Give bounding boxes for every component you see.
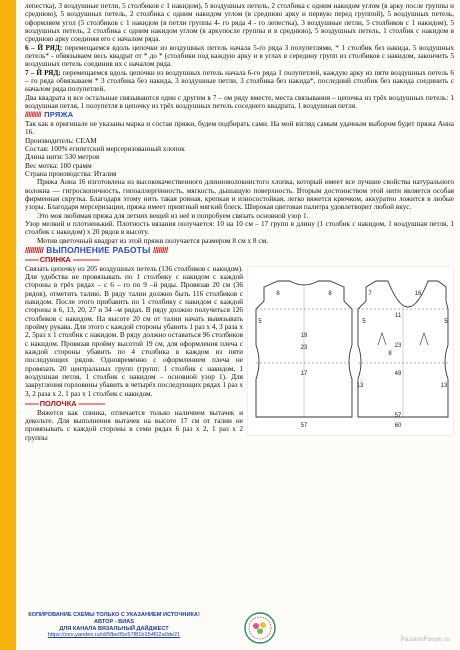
channel-line: ДЛЯ КАНАЛА ВЯЗАЛЬНЫЙ ДАЙДЖЕСТ: [59, 625, 169, 632]
pattern-label: 49: [394, 370, 402, 377]
pattern-label: 23: [394, 342, 402, 349]
pattern-svg: [248, 267, 453, 435]
yarn-note: Так как в оригинале не указаны марка и состав пряжи, будем подбирать сами. На мой взгляд самым удачным выбором будет пряжа Анна 16.: [25, 119, 454, 137]
pattern-label: 16: [414, 290, 422, 297]
author-line: АВТОР - ВИАS: [93, 618, 135, 625]
pattern-label: 5: [258, 318, 262, 325]
front-dart-left: [378, 333, 386, 345]
yarn-country: Страна производства: Италия: [25, 169, 117, 178]
yarn-length: Длина нити: 530 метров: [25, 153, 100, 162]
intro-paragraph: лепестка), 3 воздушные петли, 5 столбиков с 1 накидом), 5 воздушных петель, 2 столбика с одним накидом углом (в арку после группы и среднюю), 5 воздушных петель, 2 столбика с одним накидом углом (в среднюю арку и первую перед группой), 5 воздушных петель, оформляем угол (5 столбиков с 1 накидом (в петли группы 4- го ряда 4 - го лепестка), 3 воздушные петли, 5 столбиков с 1 накидом), 5 воздушных петель, 2 столбика с одним накидом углом (в аркупосле группы и в среднюю), 5 воздушных петель, 1 столбик с накидом в среднюю арку соединяя его с началом ряда.: [25, 2, 454, 44]
pattern-label: 60: [394, 422, 402, 429]
pattern-label: 5: [362, 318, 366, 325]
yarn-description: Пряжа Анна 16 изготовлена из высококачественного длинноволокнистого хлопка, который имеет все лучшие свойства натурального волокна — гигроскопичность, гипоаллергенность, мягкость, дышащую поверхность. Вторым достоинством этой нити является особая фирменная скрутка. Благодаря этому нить такая ровная, крепкая и износостойкая, легко вяжется крючком, аккуратно ложится в любые узоры. Благодаря мерсеризации, пряжа имеет приятный мягкий блеск. Широкая цветовая палитра удовлетворит любой вкус.: [25, 178, 454, 212]
yarn-composition: Состав: 100% египетский мерсеризованный хлопок: [25, 144, 185, 153]
back-instructions: Связать цепочку из 205 воздушных петель (136 столбиков с накидом). Для удобства не провязывать по 1 столбику с накидом с каждой стороны в трёх рядах – с 6 – го по 9 –й ряды. Провязав 20 см (36 рядов), отметить талию. В ряду талии должно быть 116 столбиков с накидом. После этого прибавить по 1 столбику с накидом с каждой стороны в 6, 13, 20, 27 и 34 –м рядах. В ряду должно получиться 126 столбиков с накидом. На высоте 20 см от талии начать вывязывать пройму рукава. Для этого с каждой стороны убавить 1 раз х 4, 3 раза х 2, 5раз х 1 столбик с накидом. В ряду должно оставаться 96 столбиков с накидом. Провязав пройму высотой 19 см, для оформления плеча с каждой стороны убавить по 4 столбика в каждом из пяти последующих рядов. Одновременно с оформлением плеча не провязать 20 центральных групп (групп: 1 столбик с накидом, 1 воздушная петля, 1 столбик с накидом – основной узор 1). Для закругления горловины убавить в четырёх последующих рядах 1 раз х 3, 2 раза х 2, 1 раз х 1 столбик с накидом.: [25, 264, 243, 398]
yarn-motif: Мотив цветочный квадрат из этой пряжи получается размером 8 см х 8 см.: [37, 236, 268, 245]
yarn-producer: Производитель: СЕАМ: [25, 136, 97, 145]
front-dart-right: [420, 333, 428, 345]
front-heading-text: ПОЛОЧКА: [39, 399, 77, 409]
footer-credits: [14, 612, 214, 639]
work-heading-text: ВЫПОЛНЕНИЕ РАБОТЫ: [46, 244, 151, 255]
back-heading-dash: ═══: [25, 255, 38, 265]
pattern-label: 13: [440, 382, 448, 389]
yarn-favorite: Это моя любимая пряжа для летних вещей из неё и попробуем связать основной узор 1.: [37, 211, 309, 220]
yarn-density: Узор мелкий и плотненький. Плотность вязания получается: 10 на 10 см – 17 групп в длину (1 столбик с накидом, 1 воздушная петля, 1 столбик с накидом) х 20 рядов в высоту.: [25, 219, 454, 237]
watermark: PassionForum.ru: [400, 636, 450, 643]
pattern-label: 17: [300, 370, 308, 377]
pattern-labels: [258, 291, 448, 429]
pattern-label: 7: [368, 290, 372, 297]
back-heading-tail: ══════: [72, 255, 99, 265]
pattern-label: 13: [356, 382, 364, 389]
work-heading-tail: ////////: [153, 244, 168, 255]
row7-paragraph: [25, 69, 454, 94]
pattern-label: 19: [300, 332, 308, 339]
front-heading-dash: ═══: [25, 399, 38, 409]
row7-title: 7 – Й РЯД:: [25, 68, 61, 77]
pattern-label: 23: [300, 344, 308, 351]
pattern-label: 57: [394, 412, 402, 419]
joining-paragraph: Два квадрата и все остальные связываются один с другим в 7 – ом ряду вместе, места связывания – цепочка из трёх воздушных петель: 1 воздушная петля, 1 полупетля в цепочку из трёх воздушных петель соседнего квадрата, 1 воздушная петля.: [25, 93, 454, 111]
front-heading-tail: ══════: [78, 399, 105, 409]
row6-paragraph: [25, 44, 454, 69]
copy-notice: КОПИРОВАНИЕ СХЕМЫ ТОЛЬКО С УКАЗАНИЕМ ИСТОЧНИКА!: [28, 612, 200, 618]
back-heading: [25, 256, 454, 264]
yarn-weight: Вес мотка: 100 грамм: [25, 161, 92, 170]
channel-badge-logo: [244, 612, 276, 644]
work-heading-slashes: //////////: [25, 244, 44, 255]
pattern-label: 5: [444, 318, 448, 325]
garment-pattern-diagram: [247, 266, 454, 436]
yarn-heading-text: ПРЯЖА: [44, 110, 74, 120]
row7-text: перемещаемся вдоль цепочки из воздушных петель начала 6-го ряда 1 полупетлей, каждую арку из пяти воздушных петель 6 – го ряда обвязываем * 3 столбика без накида, 3 воздушные петли, 3 столбика без накида*, последний столбик без накида соединить с началом ряда полупетлей.: [25, 68, 454, 94]
pattern-label: 57: [300, 422, 308, 429]
pattern-label: 8: [388, 350, 392, 357]
row6-title: 6 – Й РЯД:: [25, 43, 63, 52]
document-page: [16, 0, 460, 650]
pattern-label: 8: [276, 290, 280, 297]
pattern-label: 11: [394, 312, 402, 319]
yarn-heading-slashes: //////////: [25, 110, 42, 120]
work-heading: [25, 246, 454, 254]
channel-link[interactable]: https://zen.yandex.ru/id/5fbe05e57f81b154f02a0de21: [47, 632, 181, 639]
yarn-heading: [25, 111, 454, 119]
pattern-label: 8: [328, 290, 332, 297]
row6-text: перемещаемся вдоль цепочки из воздушных петель начала 5-го ряда 3 полупетлями, * 1 столбик без накида, 5 воздушных петель* - обвязываем весь квадрат от * до * (столбики под каждую арку и в углах в середину групп из столбиков с накидом, закончить 5 воздушных петель соединив их с началом ряда.: [25, 43, 454, 69]
front-instructions: Вяжется как спинка, отличается только наличием вытачек и декольте. Для выполнения вытачек на высоте 17 см от талии не провязывать с каждой стороны в семи рядах 6 раз х 2, 1 раз х 2 группы: [25, 408, 243, 442]
back-heading-text: СПИНКА: [39, 255, 71, 265]
